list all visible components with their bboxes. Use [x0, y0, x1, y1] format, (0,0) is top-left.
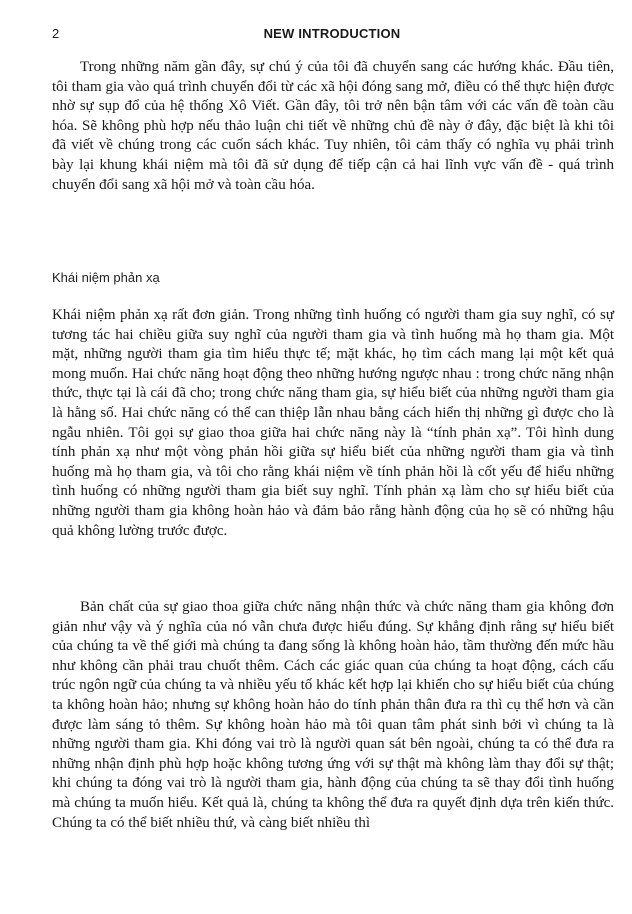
page-number: 2	[52, 26, 60, 41]
section-heading: Khái niệm phản xạ	[52, 270, 160, 285]
intro-paragraph: Trong những năm gần đây, sự chú ý của tôi đã chuyển sang các hướng khác. Đầu tiên, tôi tham gia vào quá trình chuyển đổi từ các xã hội đóng sang mở, điều có thể thực hiện được nhờ sự sụp đổ của hệ thống Xô Viết. Gần đây, tôi trở nên bận tâm với các vấn đề toàn cầu hóa. Sẽ không phù hợp nếu thảo luận chi tiết về những chủ đề này ở đây, đặc biệt là khi tôi đã viết về chúng trong các cuốn sách khác. Tuy nhiên, tôi cảm thấy có nghĩa vụ phải trình bày lại khung khái niệm mà tôi đã sử dụng để tiếp cận cả hai lĩnh vực vấn đề - quá trình chuyển đổi sang xã hội mở và toàn cầu hóa.	[52, 59, 614, 193]
page-header	[52, 24, 612, 46]
reflexivity-paragraph-block-2	[52, 598, 614, 833]
reflexivity-paragraph-2: Bản chất của sự giao thoa giữa chức năng nhận thức và chức năng tham gia không đơn giản như vậy và ý nghĩa của nó vẫn chưa được hiểu đúng. Sự khẳng định rằng sự hiểu biết của chúng ta về thế giới mà chúng ta đang sống là không hoàn hảo, tầm thường đến mức hầu như không cần phải trau chuốt thêm. Cách các giác quan của chúng ta hoạt động, cách cấu trúc ngôn ngữ của chúng ta và nhiều yếu tố khác kết hợp lại khiến cho sự hiểu biết của chúng ta không hoàn hảo; nhưng sự không hoàn hảo do tính phản thân đưa ra thì cụ thể hơn và cần được làm sáng tỏ thêm. Sự không hoàn hảo mà tôi quan tâm phát sinh bởi vì chúng ta là những người tham gia. Khi đóng vai trò là người quan sát bên ngoài, chúng ta có thể đưa ra những nhận định phù hợp hoặc không tương ứng với sự thật mà không làm thay đổi sự thật; khi chúng ta đóng vai trò là người tham gia, hành động của chúng ta sẽ thay đổi tình huống mà chúng ta muốn hiểu. Kết quả là, chúng ta không thể đưa ra quyết định dựa trên kiến thức. Chúng ta có thể biết nhiều thứ, và càng biết nhiều thì	[52, 599, 614, 831]
reflexivity-paragraph-1: Khái niệm phản xạ rất đơn giản. Trong những tình huống có người tham gia suy nghĩ, có sự tương tác hai chiều giữa suy nghĩ của người tham gia và tình huống mà họ tham gia. Một mặt, những người tham gia tìm hiểu thực tế; mặt khác, họ tìm cách mang lại một kết quả mong muốn. Hai chức năng hoạt động theo những hướng ngược nhau : trong chức năng nhận thức, thực tại là cái đã cho; trong chức năng tham gia, sự hiểu biết của những người tham gia là hằng số. Hai chức năng có thể can thiệp lẫn nhau bằng cách hiển thị những gì được cho là ngẫu nhiên. Tôi gọi sự giao thoa giữa hai chức năng này là “tính phản xạ”. Tôi hình dung tính phản xạ như một vòng phản hồi giữa sự hiểu biết của những người tham gia và tình huống mà họ tham gia, và tôi cho rằng khái niệm về tính phản hồi là cốt yếu để hiểu những tình huống có những người tham gia biết suy nghĩ. Tính phản xạ làm cho sự hiểu biết của những người tham gia không hoàn hảo và đảm bảo rằng hành động của họ sẽ có những hậu quả không lường trước được.	[52, 307, 614, 539]
reflexivity-paragraph-block-1	[52, 306, 614, 541]
intro-paragraph-block	[52, 58, 614, 195]
running-title: NEW INTRODUCTION	[263, 26, 401, 41]
